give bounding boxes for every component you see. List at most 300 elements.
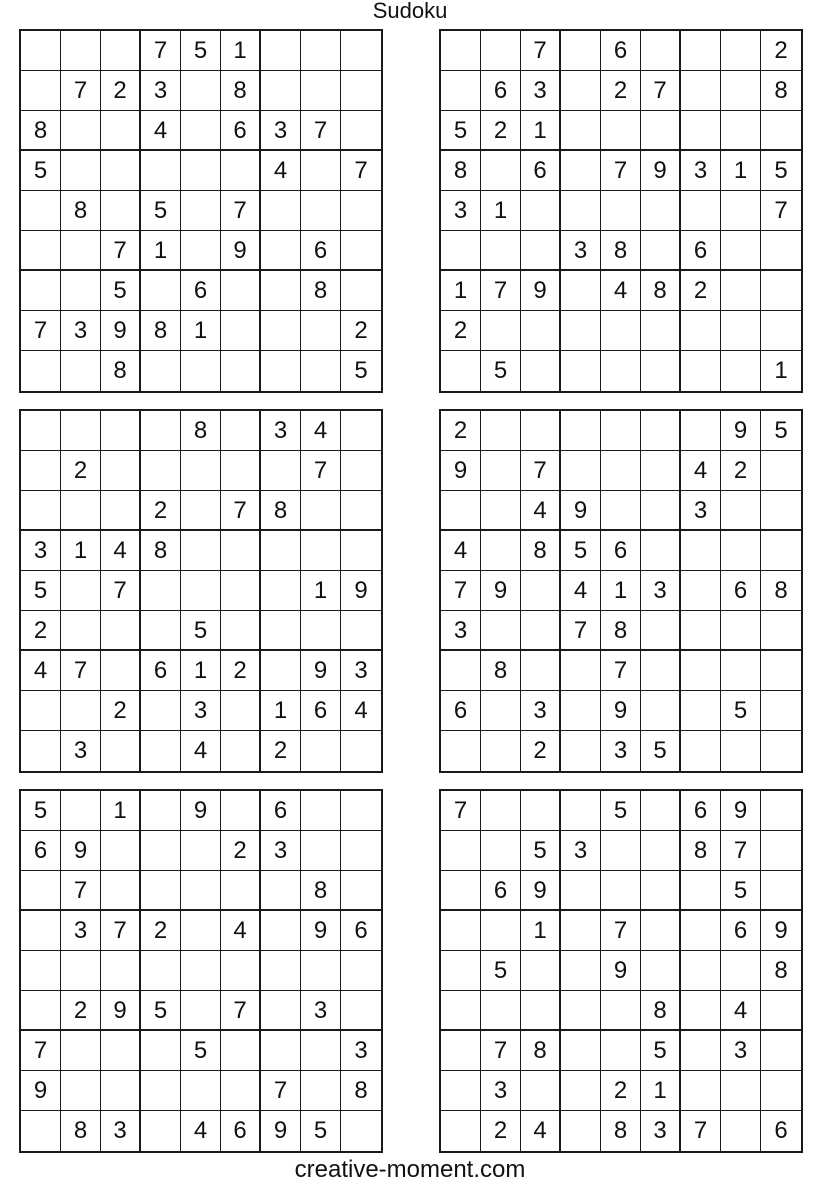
empty-cell <box>261 351 301 391</box>
empty-cell <box>141 451 181 491</box>
page-title: Sudoku <box>372 0 448 23</box>
sudoku-grid <box>441 411 801 771</box>
empty-cell <box>561 191 601 231</box>
empty-cell <box>521 611 561 651</box>
given-cell: 6 <box>21 831 61 871</box>
empty-cell <box>721 731 761 771</box>
empty-cell <box>721 271 761 311</box>
empty-cell <box>141 571 181 611</box>
given-cell: 5 <box>21 151 61 191</box>
empty-cell <box>181 111 221 151</box>
given-cell: 8 <box>441 151 481 191</box>
given-cell: 2 <box>441 311 481 351</box>
empty-cell <box>561 651 601 691</box>
empty-cell <box>221 611 261 651</box>
given-cell: 7 <box>61 871 101 911</box>
empty-cell <box>481 311 521 351</box>
given-cell: 3 <box>181 691 221 731</box>
given-cell: 9 <box>761 911 801 951</box>
empty-cell <box>21 191 61 231</box>
empty-cell <box>181 991 221 1031</box>
empty-cell <box>101 31 141 71</box>
empty-cell <box>601 311 641 351</box>
given-cell: 5 <box>101 271 141 311</box>
given-cell: 4 <box>221 911 261 951</box>
empty-cell <box>641 31 681 71</box>
empty-cell <box>301 31 341 71</box>
empty-cell <box>601 831 641 871</box>
empty-cell <box>561 1111 601 1151</box>
empty-cell <box>221 1031 261 1071</box>
given-cell: 3 <box>261 111 301 151</box>
empty-cell <box>521 791 561 831</box>
given-cell: 5 <box>481 951 521 991</box>
empty-cell <box>681 651 721 691</box>
given-cell: 9 <box>301 651 341 691</box>
empty-cell <box>641 311 681 351</box>
empty-cell <box>601 491 641 531</box>
empty-cell <box>721 651 761 691</box>
empty-cell <box>101 1071 141 1111</box>
given-cell: 8 <box>61 1111 101 1151</box>
given-cell: 9 <box>601 951 641 991</box>
empty-cell <box>181 351 221 391</box>
empty-cell <box>721 31 761 71</box>
empty-cell <box>561 1031 601 1071</box>
given-cell: 8 <box>301 271 341 311</box>
empty-cell <box>441 1031 481 1071</box>
empty-cell <box>561 351 601 391</box>
sudoku-grid <box>441 791 801 1151</box>
given-cell: 6 <box>221 111 261 151</box>
empty-cell <box>721 1111 761 1151</box>
empty-cell <box>481 611 521 651</box>
given-cell: 2 <box>341 311 381 351</box>
given-cell: 1 <box>141 231 181 271</box>
given-cell: 2 <box>21 611 61 651</box>
empty-cell <box>301 791 341 831</box>
given-cell: 5 <box>21 571 61 611</box>
empty-cell <box>561 451 601 491</box>
empty-cell <box>481 831 521 871</box>
given-cell: 2 <box>221 651 261 691</box>
empty-cell <box>101 651 141 691</box>
empty-cell <box>101 871 141 911</box>
given-cell: 1 <box>61 531 101 571</box>
empty-cell <box>21 451 61 491</box>
given-cell: 7 <box>301 451 341 491</box>
empty-cell <box>601 451 641 491</box>
given-cell: 3 <box>441 191 481 231</box>
given-cell: 8 <box>21 111 61 151</box>
given-cell: 2 <box>521 731 561 771</box>
given-cell: 8 <box>601 1111 641 1151</box>
empty-cell <box>561 911 601 951</box>
empty-cell <box>141 1111 181 1151</box>
empty-cell <box>341 111 381 151</box>
given-cell: 7 <box>721 831 761 871</box>
given-cell: 6 <box>341 911 381 951</box>
given-cell: 8 <box>641 991 681 1031</box>
given-cell: 5 <box>141 991 181 1031</box>
empty-cell <box>341 231 381 271</box>
empty-cell <box>721 1071 761 1111</box>
given-cell: 6 <box>301 231 341 271</box>
given-cell: 9 <box>61 831 101 871</box>
given-cell: 6 <box>301 691 341 731</box>
sudoku-grid <box>21 411 381 771</box>
given-cell: 2 <box>61 451 101 491</box>
empty-cell <box>681 1071 721 1111</box>
empty-cell <box>441 491 481 531</box>
given-cell: 7 <box>441 571 481 611</box>
given-cell: 8 <box>761 71 801 111</box>
empty-cell <box>481 411 521 451</box>
empty-cell <box>21 271 61 311</box>
given-cell: 6 <box>721 911 761 951</box>
empty-cell <box>301 71 341 111</box>
given-cell: 4 <box>21 651 61 691</box>
given-cell: 5 <box>721 871 761 911</box>
footer-site-name: creative-moment.com <box>294 1156 526 1183</box>
empty-cell <box>181 231 221 271</box>
given-cell: 7 <box>481 271 521 311</box>
empty-cell <box>141 411 181 451</box>
empty-cell <box>641 651 681 691</box>
empty-cell <box>681 351 721 391</box>
empty-cell <box>481 791 521 831</box>
empty-cell <box>521 191 561 231</box>
empty-cell <box>61 231 101 271</box>
empty-cell <box>141 1031 181 1071</box>
empty-cell <box>101 831 141 871</box>
given-cell: 5 <box>181 611 221 651</box>
empty-cell <box>21 411 61 451</box>
empty-cell <box>561 991 601 1031</box>
empty-cell <box>441 831 481 871</box>
empty-cell <box>221 571 261 611</box>
empty-cell <box>481 31 521 71</box>
given-cell: 4 <box>301 411 341 451</box>
given-cell: 6 <box>601 31 641 71</box>
given-cell: 1 <box>181 311 221 351</box>
given-cell: 7 <box>641 71 681 111</box>
given-cell: 9 <box>341 571 381 611</box>
given-cell: 3 <box>681 151 721 191</box>
given-cell: 5 <box>301 1111 341 1151</box>
given-cell: 8 <box>301 871 341 911</box>
empty-cell <box>761 531 801 571</box>
empty-cell <box>21 71 61 111</box>
empty-cell <box>481 911 521 951</box>
empty-cell <box>641 691 681 731</box>
empty-cell <box>681 731 721 771</box>
given-cell: 2 <box>481 1111 521 1151</box>
empty-cell <box>21 491 61 531</box>
given-cell: 5 <box>561 531 601 571</box>
empty-cell <box>641 911 681 951</box>
empty-cell <box>681 611 721 651</box>
given-cell: 4 <box>561 571 601 611</box>
empty-cell <box>141 611 181 651</box>
sudoku-grid <box>441 31 801 391</box>
empty-cell <box>181 951 221 991</box>
empty-cell <box>641 351 681 391</box>
empty-cell <box>181 191 221 231</box>
empty-cell <box>721 351 761 391</box>
empty-cell <box>101 111 141 151</box>
empty-cell <box>521 411 561 451</box>
empty-cell <box>681 691 721 731</box>
given-cell: 1 <box>521 911 561 951</box>
given-cell: 6 <box>441 691 481 731</box>
given-cell: 2 <box>441 411 481 451</box>
empty-cell <box>21 871 61 911</box>
empty-cell <box>101 611 141 651</box>
given-cell: 4 <box>141 111 181 151</box>
empty-cell <box>101 491 141 531</box>
given-cell: 5 <box>761 411 801 451</box>
empty-cell <box>181 151 221 191</box>
empty-cell <box>561 1071 601 1111</box>
given-cell: 3 <box>341 651 381 691</box>
given-cell: 7 <box>341 151 381 191</box>
given-cell: 1 <box>101 791 141 831</box>
given-cell: 7 <box>601 651 641 691</box>
empty-cell <box>681 1031 721 1071</box>
empty-cell <box>261 451 301 491</box>
empty-cell <box>681 871 721 911</box>
empty-cell <box>641 791 681 831</box>
empty-cell <box>561 31 601 71</box>
given-cell: 9 <box>21 1071 61 1111</box>
empty-cell <box>481 991 521 1031</box>
empty-cell <box>481 691 521 731</box>
empty-cell <box>181 531 221 571</box>
given-cell: 2 <box>261 731 301 771</box>
empty-cell <box>641 531 681 571</box>
empty-cell <box>681 71 721 111</box>
empty-cell <box>341 871 381 911</box>
given-cell: 2 <box>601 1071 641 1111</box>
empty-cell <box>181 71 221 111</box>
empty-cell <box>761 831 801 871</box>
empty-cell <box>521 1071 561 1111</box>
empty-cell <box>101 951 141 991</box>
given-cell: 7 <box>101 231 141 271</box>
empty-cell <box>721 71 761 111</box>
empty-cell <box>521 651 561 691</box>
empty-cell <box>761 871 801 911</box>
empty-cell <box>61 31 101 71</box>
given-cell: 7 <box>141 31 181 71</box>
given-cell: 9 <box>641 151 681 191</box>
empty-cell <box>181 871 221 911</box>
given-cell: 2 <box>221 831 261 871</box>
empty-cell <box>261 651 301 691</box>
empty-cell <box>141 351 181 391</box>
empty-cell <box>61 951 101 991</box>
empty-cell <box>261 911 301 951</box>
given-cell: 1 <box>441 271 481 311</box>
empty-cell <box>441 351 481 391</box>
empty-cell <box>341 951 381 991</box>
empty-cell <box>61 351 101 391</box>
given-cell: 5 <box>761 151 801 191</box>
given-cell: 7 <box>261 1071 301 1111</box>
empty-cell <box>761 451 801 491</box>
given-cell: 3 <box>681 491 721 531</box>
empty-cell <box>641 871 681 911</box>
empty-cell <box>761 991 801 1031</box>
empty-cell <box>101 191 141 231</box>
empty-cell <box>601 111 641 151</box>
given-cell: 4 <box>441 531 481 571</box>
empty-cell <box>221 791 261 831</box>
empty-cell <box>181 491 221 531</box>
given-cell: 7 <box>301 111 341 151</box>
given-cell: 3 <box>261 831 301 871</box>
given-cell: 1 <box>774 357 788 384</box>
empty-cell <box>21 911 61 951</box>
empty-cell <box>681 191 721 231</box>
empty-cell <box>721 951 761 991</box>
empty-cell <box>141 1071 181 1111</box>
given-cell: 3 <box>101 1111 141 1151</box>
empty-cell <box>261 31 301 71</box>
given-cell: 9 <box>101 991 141 1031</box>
empty-cell <box>681 531 721 571</box>
empty-cell <box>21 1111 61 1151</box>
given-cell: 5 <box>481 351 521 391</box>
given-cell: 2 <box>761 31 801 71</box>
empty-cell <box>441 651 481 691</box>
given-cell: 6 <box>601 531 641 571</box>
given-cell: 3 <box>641 1111 681 1151</box>
given-cell: 3 <box>521 71 561 111</box>
given-cell: 4 <box>261 151 301 191</box>
given-cell: 9 <box>181 791 221 831</box>
given-cell: 4 <box>681 451 721 491</box>
given-cell: 3 <box>61 911 101 951</box>
empty-cell <box>641 491 681 531</box>
given-cell: 9 <box>221 231 261 271</box>
empty-cell <box>61 1031 101 1071</box>
given-cell: 6 <box>481 71 521 111</box>
given-cell: 9 <box>721 411 761 451</box>
empty-cell <box>261 71 301 111</box>
given-cell: 9 <box>481 571 521 611</box>
given-cell: 2 <box>141 911 181 951</box>
empty-cell <box>341 991 381 1031</box>
given-cell: 8 <box>601 611 641 651</box>
given-cell: 4 <box>721 991 761 1031</box>
given-cell: 9 <box>561 491 601 531</box>
empty-cell <box>21 231 61 271</box>
empty-cell <box>521 571 561 611</box>
empty-cell <box>561 691 601 731</box>
given-cell: 7 <box>21 1031 61 1071</box>
empty-cell <box>601 991 641 1031</box>
given-cell: 2 <box>141 491 181 531</box>
empty-cell <box>521 311 561 351</box>
given-cell: 8 <box>641 271 681 311</box>
given-cell: 3 <box>21 531 61 571</box>
empty-cell <box>761 491 801 531</box>
empty-cell <box>61 571 101 611</box>
given-cell: 9 <box>441 451 481 491</box>
given-cell: 8 <box>141 311 181 351</box>
given-cell: 7 <box>681 1111 721 1151</box>
empty-cell <box>761 231 801 271</box>
given-cell: 4 <box>601 271 641 311</box>
given-cell: 4 <box>101 531 141 571</box>
given-cell: 5 <box>601 791 641 831</box>
given-cell: 6 <box>141 651 181 691</box>
empty-cell <box>441 1071 481 1111</box>
empty-cell <box>761 691 801 731</box>
given-cell: 5 <box>181 1031 221 1071</box>
empty-cell <box>21 691 61 731</box>
empty-cell <box>181 1071 221 1111</box>
empty-cell <box>761 271 801 311</box>
empty-cell <box>721 611 761 651</box>
given-cell: 2 <box>101 71 141 111</box>
sudoku-grid <box>21 31 381 391</box>
empty-cell <box>101 451 141 491</box>
given-cell: 6 <box>221 1111 261 1151</box>
empty-cell <box>21 31 61 71</box>
empty-cell <box>341 1111 381 1151</box>
empty-cell <box>681 411 721 451</box>
given-cell: 7 <box>481 1031 521 1071</box>
given-cell: 2 <box>721 451 761 491</box>
empty-cell <box>341 611 381 651</box>
empty-cell <box>181 831 221 871</box>
empty-cell <box>721 191 761 231</box>
empty-cell <box>521 991 561 1031</box>
given-cell: 6 <box>721 571 761 611</box>
empty-cell <box>221 411 261 451</box>
given-cell: 3 <box>641 571 681 611</box>
given-cell: 7 <box>221 991 261 1031</box>
given-cell: 4 <box>181 731 221 771</box>
empty-cell <box>21 951 61 991</box>
empty-cell <box>301 951 341 991</box>
empty-cell <box>221 451 261 491</box>
empty-cell <box>681 31 721 71</box>
given-cell: 7 <box>601 911 641 951</box>
empty-cell <box>761 611 801 651</box>
given-cell: 1 <box>481 191 521 231</box>
empty-cell <box>141 151 181 191</box>
empty-cell <box>221 1071 261 1111</box>
empty-cell <box>601 871 641 911</box>
given-cell: 1 <box>261 691 301 731</box>
empty-cell <box>601 191 641 231</box>
given-cell: 3 <box>341 1031 381 1071</box>
given-cell: 7 <box>441 791 481 831</box>
empty-cell <box>721 531 761 571</box>
given-cell: 4 <box>341 691 381 731</box>
empty-cell <box>681 991 721 1031</box>
empty-cell <box>721 111 761 151</box>
empty-cell <box>21 991 61 1031</box>
empty-cell <box>261 991 301 1031</box>
empty-cell <box>601 411 641 451</box>
empty-cell <box>761 111 801 151</box>
empty-cell <box>301 491 341 531</box>
